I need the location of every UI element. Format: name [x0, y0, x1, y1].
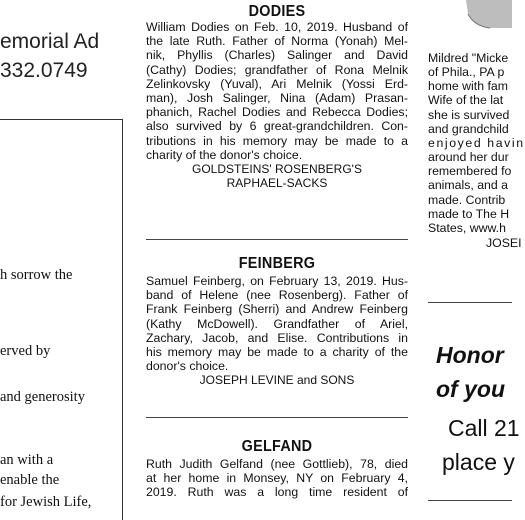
right-text-line: States, www.h	[428, 221, 506, 235]
funeral-home-signature: GOLDSTEINS' ROSENBERG'S	[192, 161, 362, 176]
body-line: the late Ruth. Father of Norma (Yonah) Mel-	[146, 34, 408, 49]
body-line: at her home in Monsey, NY on February 4,	[146, 471, 408, 486]
right-section-divider	[428, 302, 512, 303]
obituary-heading-gelfand: GELFAND	[241, 438, 313, 455]
right-text-line: made to The H	[428, 207, 510, 221]
body-line: nik, Phyllis (Charles) Salinger and David	[146, 48, 408, 63]
body-line: band of Helene (nee Rosenberg). Father of	[146, 288, 408, 303]
body-line: Zachary, Jacob, and Elise. Contributions in	[146, 330, 408, 345]
memorial-ad-title: emorial Ad	[0, 30, 100, 53]
right-text-line: home with fam	[428, 79, 508, 93]
obituary-heading-dodies: DODIES	[248, 3, 306, 20]
right-text-line: animals, and a	[428, 178, 508, 192]
right-text-line: around her dur	[428, 150, 509, 164]
honor-ad-line-1: Honor	[436, 342, 504, 368]
left-text-line: and generosity	[0, 389, 85, 405]
left-text-line: h sorrow the	[0, 267, 73, 283]
obituary-body-feinberg	[146, 274, 408, 388]
body-line: tributions in his memory may be made to a	[146, 133, 408, 148]
left-text-line: erved by	[0, 343, 51, 359]
right-text-line: and grandchild	[428, 122, 509, 136]
body-line: his memory may be made to a charity of the	[146, 344, 408, 359]
body-line: Frank Feinberg (Sherri) and Andrew Feinberg	[146, 302, 408, 317]
right-text-line: enjoyed havin	[428, 136, 525, 150]
body-line: also survived by 6 great-grandchildren. Con-	[146, 119, 408, 134]
honor-ad-call: Call 21	[448, 415, 520, 441]
body-line: phanich, Rachel Dodies and Rebecca Dodies;	[146, 105, 408, 120]
body-line: (Cathy) Dodies; grandfather of Rona Melnik	[146, 62, 408, 77]
honor-ad-place: place y	[442, 449, 515, 475]
section-divider	[146, 239, 408, 240]
right-section-divider	[428, 500, 512, 501]
body-line: man), Josh Salinger, Nina (Adam) Prasan-	[146, 90, 408, 105]
funeral-home-signature: RAPHAEL-SACKS	[226, 176, 328, 191]
body-line: donor's choice.	[146, 359, 229, 374]
right-text-line: she is survived	[428, 108, 510, 122]
body-line: charity of the donor's choice.	[146, 147, 303, 162]
honor-ad-line-2: of you	[436, 376, 505, 402]
right-text-line: of Phila., PA p	[428, 65, 505, 79]
body-line: Samuel Feinberg, on February 13, 2019. Hus-	[146, 274, 408, 288]
left-text-line: for Jewish Life,	[0, 494, 92, 510]
right-text-line: Mildred "Micke	[428, 51, 509, 65]
body-line: Ruth Judith Gelfand (nee Gottlieb), 78, died	[146, 457, 408, 471]
obituary-body-dodies	[146, 20, 408, 190]
left-text-line: enable the	[0, 472, 60, 488]
left-text-line: an with a	[0, 452, 54, 468]
body-line: 2019. Ruth was a long time resident of	[146, 485, 408, 500]
right-funeral-home-signature: JOSEI	[486, 236, 522, 250]
body-line: William Dodies on Feb. 10, 2019. Husband of	[146, 20, 408, 34]
right-text-line: made. Contrib	[428, 193, 506, 207]
section-divider	[146, 417, 408, 418]
right-text-line: Wife of the lat	[428, 93, 504, 107]
body-line: Zelinkovsky (Yuval), Ari Melnik (Yossi Erd-	[146, 76, 408, 91]
memorial-ad-phone: 332.0749	[0, 59, 88, 82]
body-line: (Kathy McDowell). Grandfather of Ariel,	[146, 316, 408, 331]
obituary-body-gelfand	[146, 457, 408, 500]
funeral-home-signature: JOSEPH LEVINE and SONS	[199, 373, 355, 388]
right-text-line: remembered fo	[428, 164, 512, 178]
portrait-photo	[460, 0, 512, 30]
obituary-heading-feinberg: FEINBERG	[238, 255, 316, 272]
